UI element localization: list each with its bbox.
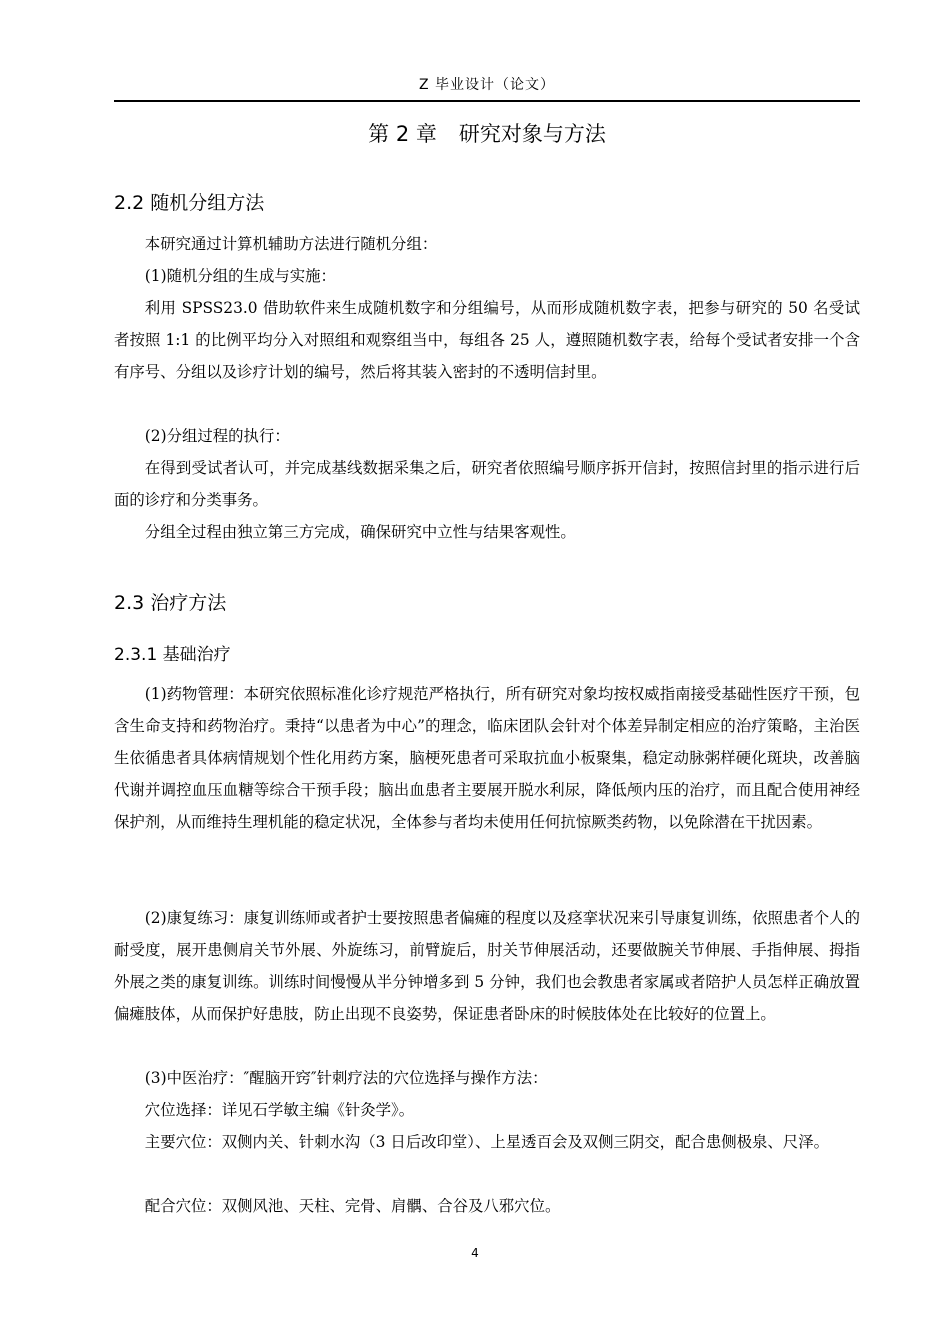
- paragraph-drug-management: (1)药物管理：本研究依照标准化诊疗规范严格执行，所有研究对象均按权威指南接受基础性医疗干预，包含生命支持和药物治疗。秉持“以患者为中心”的理念，临床团队会针对个体差异制定相应的治疗策略，主治医生依循患者具体病情规划个性化用药方案，脑梗死患者可采取抗血小板聚集，稳定动脉粥样硬化斑块，改善脑代谢并调控血压血糖等综合干预手段；脑出血患者主要展开脱水利尿，降低颅内压的治疗，而且配合使用神经保护剂，从而维持生理机能的稳定状况，全体参与者均未使用任何抗惊厥类药物，以免除潜在干扰因素。: [114, 685, 860, 831]
- running-header: Z 毕业设计（论文）: [418, 77, 556, 93]
- paragraph-item1-body: 利用 SPSS23.0 借助软件来生成随机数字和分组编号，从而形成随机数字表，把参与研究的 50 名受试者按照 1:1 的比例平均分入对照组和观察组当中，每组各 25 人，遵照随机数字表，给每个受试者安排一个含有序号、分组以及诊疗计划的编号，然后将其装入密封的不透明信封里。: [114, 299, 860, 381]
- paragraph-supporting-acupoints: 配合穴位：双侧风池、天柱、完骨、肩髃、合谷及八邪穴位。: [144, 1197, 561, 1215]
- page-number: 4: [471, 1246, 479, 1260]
- section-heading-2-2: 2.2 随机分组方法: [114, 192, 265, 214]
- paragraph-acupoint-selection: 穴位选择：详见石学敏主编《针灸学》。: [144, 1101, 415, 1119]
- paragraph-item1-title: (1)随机分组的生成与实施：: [144, 267, 336, 285]
- paragraph-rehab-exercise: (2)康复练习：康复训练师或者护士要按照患者偏瘫的程度以及痉挛状况来引导康复训练，依照患者个人的耐受度，展开患侧肩关节外展、外旋练习，前臂旋后，肘关节伸展活动，还要做腕关节伸展、手指伸展、拇指外展之类的康复训练。训练时间慢慢从半分钟增多到 5 分钟，我们也会教患者家属或者陪护人员怎样正确放置偏瘫肢体，从而保护好患肢，防止出现不良姿势，保证患者卧床的时候肢体处在比较好的位置上。: [114, 909, 860, 1023]
- paragraph-intro: 本研究通过计算机辅助方法进行随机分组：: [144, 235, 438, 253]
- paragraph-main-acupoints: 主要穴位：双侧内关、针刺水沟（3 日后改印堂）、上星透百会及双侧三阴交，配合患侧极泉、尺泽。: [144, 1133, 829, 1151]
- chapter-name: 研究对象与方法: [458, 122, 606, 146]
- paragraph-closing: 分组全过程由独立第三方完成，确保研究中立性与结果客观性。: [144, 523, 576, 541]
- subsection-heading-2-3-1: 2.3.1 基础治疗: [114, 645, 231, 665]
- chapter-title: [114, 118, 860, 148]
- chapter-number: 第 2 章: [368, 122, 437, 146]
- paragraph-item2-title: (2)分组过程的执行：: [144, 427, 290, 445]
- paragraph-item2-body: 在得到受试者认可，并完成基线数据采集之后，研究者依照编号顺序拆开信封，按照信封里的指示进行后面的诊疗和分类事务。: [114, 459, 860, 509]
- paragraph-tcm-treatment: (3)中医治疗：″醒脑开窍″针刺疗法的穴位选择与操作方法：: [144, 1069, 548, 1087]
- section-heading-2-3: 2.3 治疗方法: [114, 592, 227, 614]
- header-rule: [114, 100, 860, 102]
